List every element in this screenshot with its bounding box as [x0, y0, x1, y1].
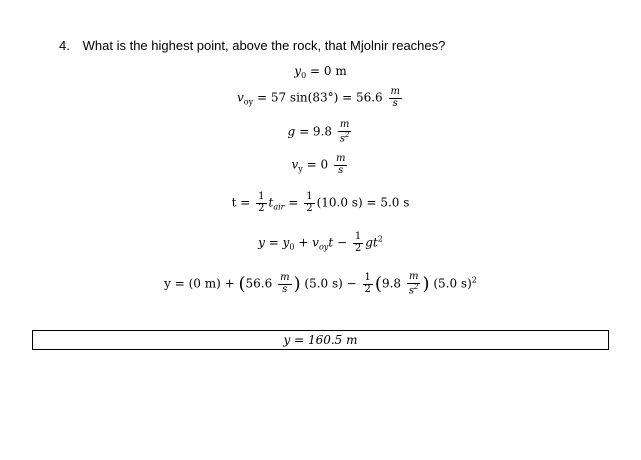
eq-g: g = 9.8 $\frac{m}{s^2}$: [287, 119, 350, 144]
question-text: What is the highest point, above the rock, that Mjolnir reaches?: [82, 38, 446, 53]
eq-t: t = $\frac{1}{2}$ $t_{air}$ = $\frac{1}{2}$ (10.0 s) = 5.0 s: [231, 191, 410, 214]
answer-box: [32, 330, 609, 350]
unit-fraction: $\frac{m}{s}$: [390, 86, 400, 109]
eq-y-substituted: y = (0 m) + (56.6 $\frac{m}{s}$ ) (5.0 s) − $\frac{1}{2}$ (9.8 $\frac{m}{s^2}$ ) (5.0 s)$^2$: [164, 271, 477, 296]
eq-y0: $y_0 = 0$ m: [294, 64, 347, 80]
unit-fraction: $\frac{m}{s}$: [336, 153, 346, 176]
unit-fraction: $\frac{m}{s^2}$: [339, 119, 350, 144]
question-number: 4.: [59, 38, 70, 53]
eq-y-formula: $y = y_0 + v_{oy}t$ − $\frac{1}{2}$ $gt^2$: [258, 231, 383, 254]
eq-vy: $v_y = 0$ $\frac{m}{s}$: [291, 153, 346, 176]
answer-text: y = 160.5 m: [283, 333, 358, 347]
question: [59, 38, 445, 53]
eq-voy: $v_{oy} = 57$ sin(83°) = 56.6 $\frac{m}{s}$: [237, 86, 400, 109]
